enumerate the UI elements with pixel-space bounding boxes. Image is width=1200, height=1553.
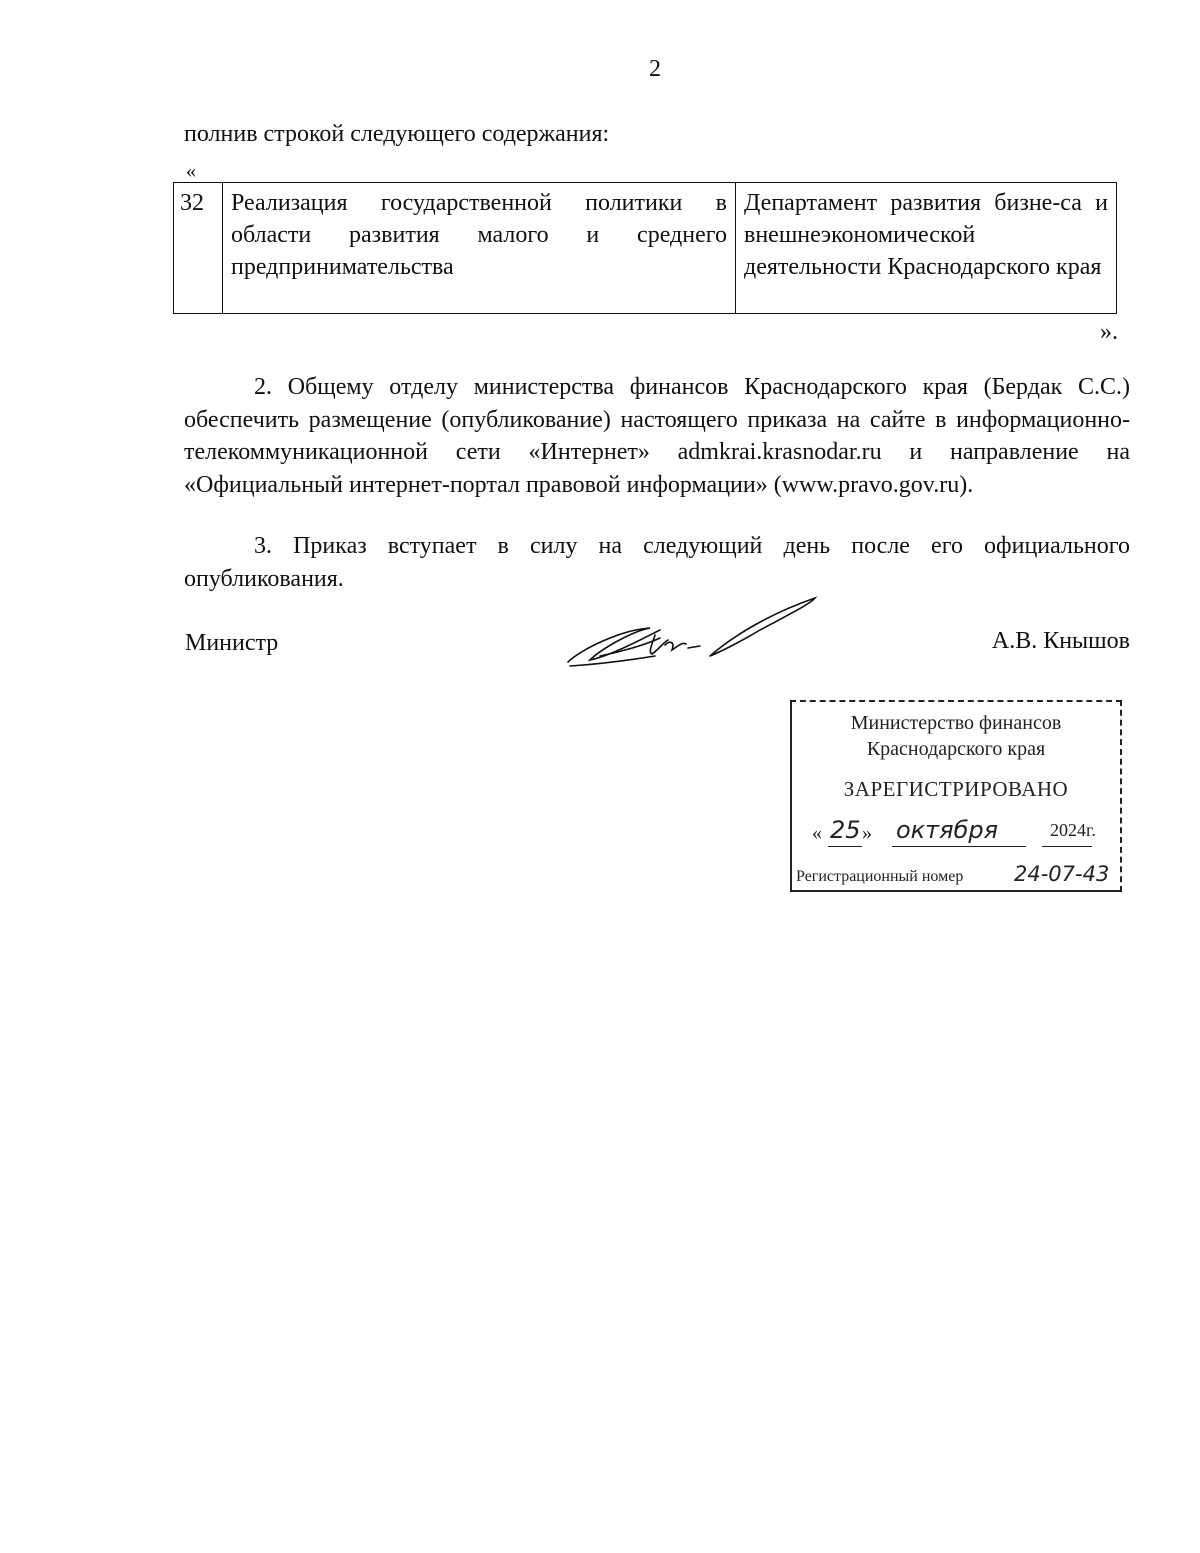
signatory-name: А.В. Кнышов bbox=[991, 628, 1130, 654]
date-month: октября bbox=[896, 816, 999, 844]
table-row bbox=[174, 183, 1117, 314]
row-activity: Реализация государственной политики в области развития малого и среднего предпринимательства bbox=[223, 183, 736, 314]
date-underline bbox=[828, 846, 862, 847]
date-underline bbox=[1042, 846, 1092, 847]
date-year: 2024г. bbox=[1050, 820, 1096, 840]
signatory-title: Министр bbox=[185, 630, 279, 656]
date-open-quote: « bbox=[812, 822, 822, 844]
open-quote: « bbox=[186, 160, 196, 182]
intro-text: полнив строкой следующего содержания: bbox=[184, 121, 610, 147]
date-close-quote: » bbox=[862, 822, 872, 844]
stamp-date bbox=[806, 814, 1106, 850]
handwritten-signature bbox=[560, 590, 830, 680]
reg-number-value: 24-07-43 bbox=[1014, 862, 1110, 886]
registration-stamp bbox=[790, 700, 1122, 892]
page-number: 2 bbox=[649, 56, 661, 82]
stamp-org-line1: Министерство финансов bbox=[850, 712, 1062, 734]
date-day: 25 bbox=[830, 816, 861, 844]
row-number: 32 bbox=[174, 183, 223, 314]
stamp-org-line2: Краснодарского края bbox=[866, 738, 1046, 760]
date-underline bbox=[892, 846, 1026, 847]
reg-number-label: Регистрационный номер bbox=[796, 868, 964, 885]
paragraph-2: 2. Общему отделу министерства финансов Краснодарского края (Бердак С.С.) обеспечить размещение (опубликование) настоящего приказа на сайте в информационно-телекоммуникационной сети «Интернет» admkrai.krasnodar.ru и направление на «Официальный интернет-портал правовой информации» (www.pravo.gov.ru). bbox=[184, 374, 1130, 498]
amendment-table bbox=[173, 182, 1117, 314]
paragraph-3: 3. Приказ вступает в силу на следующий день после его официального опубликования. bbox=[184, 533, 1130, 592]
stamp-reg-number bbox=[792, 862, 1120, 890]
close-quote: ». bbox=[1100, 319, 1118, 345]
row-responsible: Департамент развития бизне-са и внешнеэкономической деятельности Краснодарского края bbox=[736, 183, 1117, 314]
stamp-registered: ЗАРЕГИСТРИРОВАНО bbox=[843, 777, 1069, 801]
